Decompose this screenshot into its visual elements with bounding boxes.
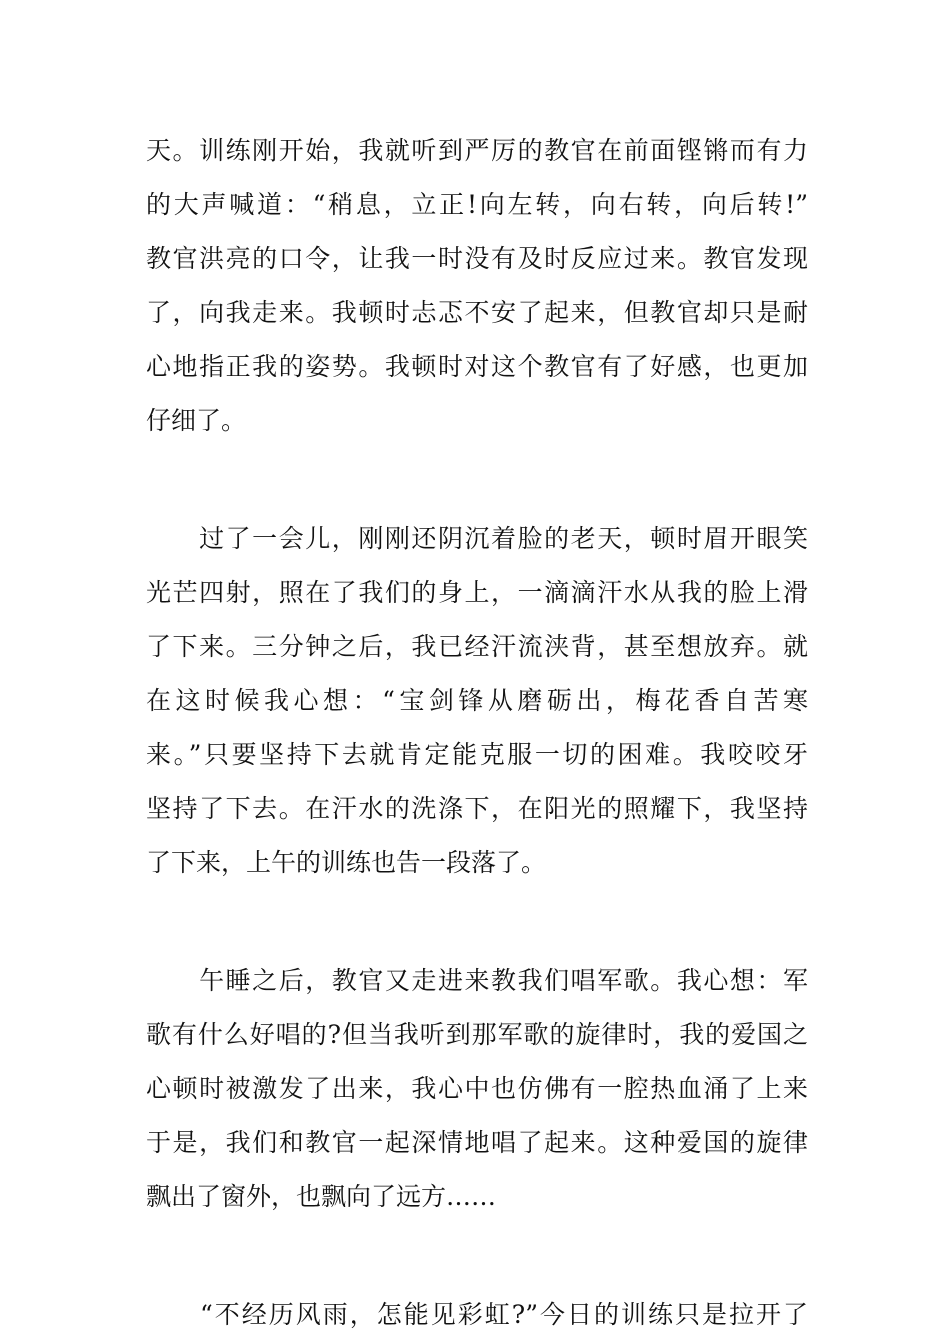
text-line: 坚持了下去。在汗水的洗涤下，在阳光的照耀下，我坚持 [146,794,808,823]
paragraph-2 [146,512,808,890]
body-text [146,124,808,1342]
text-line: 过了一会儿，刚刚还阴沉着脸的老天，顿时眉开眼笑 [146,524,808,553]
text-line: 教官洪亮的口令，让我一时没有及时反应过来。教官发现 [146,244,808,273]
text-line: 了下来。三分钟之后，我已经汗流浃背，甚至想放弃。就 [146,632,808,661]
paragraph-gap [146,448,808,512]
text-line: “不经历风雨，怎能见彩虹?”今日的训练只是拉开了 [146,1300,808,1329]
text-line: 来。”只要坚持下去就肯定能克服一切的困难。我咬咬牙 [146,740,808,769]
text-line: 于是，我们和教官一起深情地唱了起来。这种爱国的旋律 [146,1128,808,1157]
text-line: 心地指正我的姿势。我顿时对这个教官有了好感，也更加 [146,352,808,381]
paragraph-gap [146,1224,808,1288]
paragraph-gap [146,890,808,954]
text-line: 了，向我走来。我顿时忐忑不安了起来，但教官却只是耐 [146,298,808,327]
text-line: 心顿时被激发了出来，我心中也仿佛有一腔热血涌了上来 [146,1074,808,1103]
text-line: 午睡之后，教官又走进来教我们唱军歌。我心想：军 [146,966,808,995]
text-line: 的大声喊道：“稍息，立正!向左转，向右转，向后转!” [146,190,808,219]
text-line: 在这时候我心想：“宝剑锋从磨砺出，梅花香自苦寒 [146,686,808,715]
text-line: 了下来，上午的训练也告一段落了。 [146,848,547,877]
paragraph-3 [146,954,808,1224]
paragraph-4 [146,1288,808,1342]
text-line: 天。训练刚开始，我就听到严厉的教官在前面铿锵而有力 [146,136,808,165]
text-line: 飘出了窗外，也飘向了远方…… [146,1182,497,1211]
text-line: 仔细了。 [146,406,247,435]
text-line: 光芒四射，照在了我们的身上，一滴滴汗水从我的脸上滑 [146,578,808,607]
text-line: 歌有什么好唱的?但当我听到那军歌的旋律时，我的爱国之 [146,1020,808,1049]
paragraph-1 [146,124,808,448]
